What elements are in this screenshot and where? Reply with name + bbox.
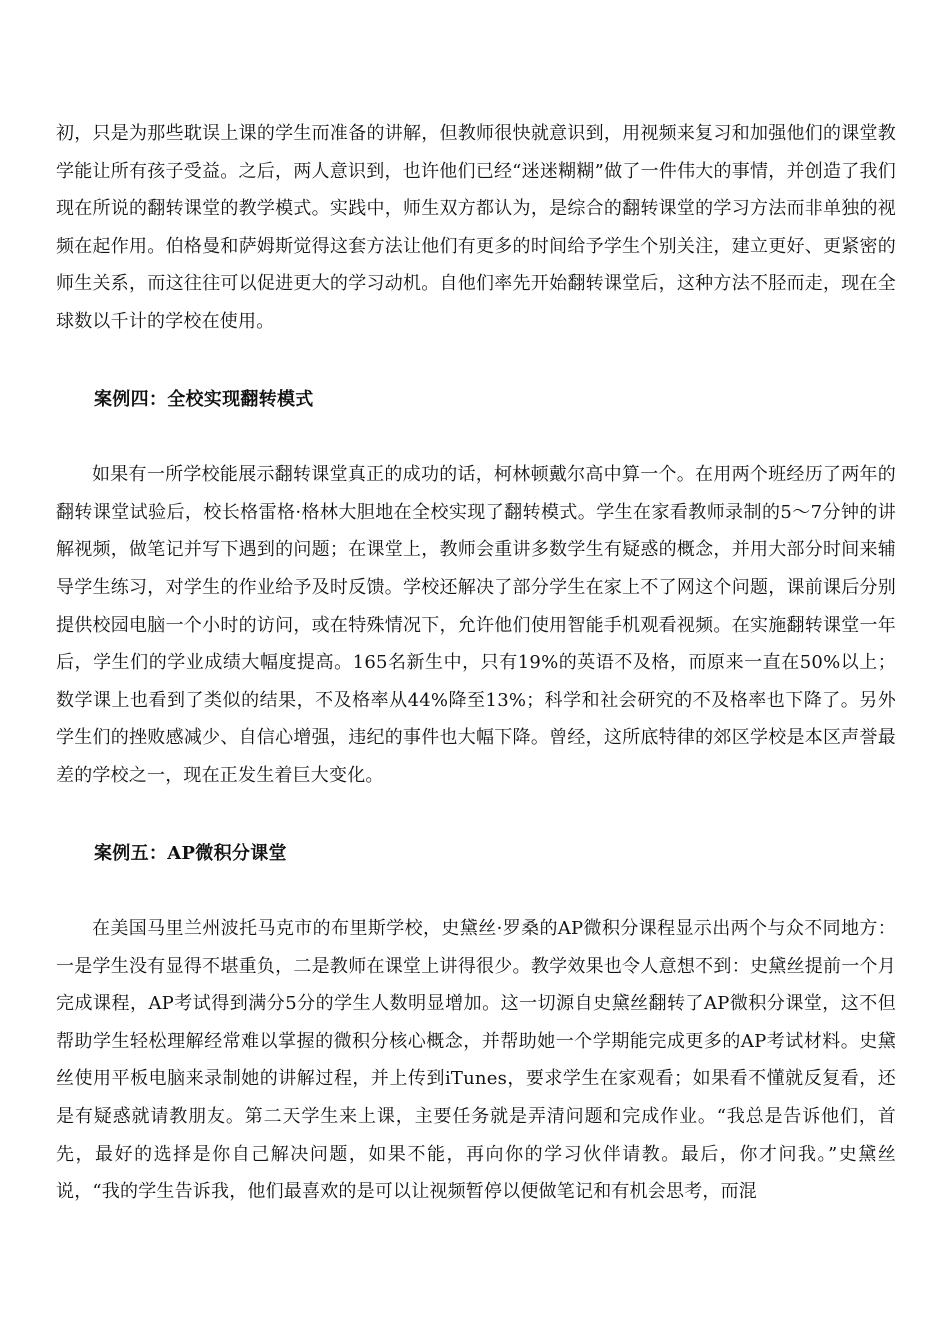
case4-paragraph: 如果有一所学校能展示翻转课堂真正的成功的话，柯林顿戴尔高中算一个。在用两个班经历了两年的翻转课堂试验后，校长格雷格·格林大胆地在全校实现了翻转模式。学生在家看教师录制的5～7分钟的讲解视频，做笔记并写下遇到的问题；在课堂上，教师会重讲多数学生有疑惑的概念，并用大部分时间来辅导学生练习，对学生的作业给予及时反馈。学校还解决了部分学生在家上不了网这个问题，课前课后分别提供校园电脑一个小时的访问，或在特殊情况下，允许他们使用智能手机观看视频。在实施翻转课堂一年后，学生们的学业成绩大幅度提高。165名新生中，只有19%的英语不及格，而原来一直在50%以上；数学课上也看到了类似的结果，不及格率从44%降至13%；科学和社会研究的不及格率也下降了。另外学生们的挫败感减少、自信心增强，违纪的事件也大幅下降。曾经，这所底特律的郊区学校是本区声誉最差的学校之一，现在正发生着巨大变化。 (56, 464, 896, 786)
spacer (56, 795, 896, 835)
document-page (56, 115, 896, 1211)
case5-paragraph: 在美国马里兰州波托马克市的布里斯学校，史黛丝·罗桑的AP微积分课程显示出两个与众不同地方：一是学生没有显得不堪重负，二是教师在课堂上讲得很少。教学效果也令人意想不到：史黛丝提前一个月完成课程，AP考试得到满分5分的学生人数明显增加。这一切源自史黛丝翻转了AP微积分课堂，这不但帮助学生轻松理解经常难以掌握的微积分核心概念，并帮助她一个学期能完成更多的AP考试材料。史黛丝使用平板电脑来录制她的讲解过程，并上传到iTunes，要求学生在家观看；如果看不懂就反复看，还是有疑惑就请教朋友。第二天学生来上课，主要任务就是弄清问题和完成作业。“我总是告诉他们，首先，最好的选择是你自己解决问题，如果不能，再向你的学习伙伴请教。最后，你才问我。”史黛丝说，“我的学生告诉我，他们最喜欢的是可以让视频暂停以便做笔记和有机会思考，而混 (56, 918, 896, 1203)
intro-paragraph: 初，只是为那些耽误上课的学生而准备的讲解，但教师很快就意识到，用视频来复习和加强他们的课堂教学能让所有孩子受益。之后，两人意识到，也许他们已经“迷迷糊糊”做了一件伟大的事情，并创造了我们现在所说的翻转课堂的教学模式。实践中，师生双方都认为，是综合的翻转课堂的学习方法而非单独的视频在起作用。伯格曼和萨姆斯觉得这套方法让他们有更多的时间给予学生个别关注，建立更好、更紧密的师生关系，而这往往可以促进更大的学习动机。自他们率先开始翻转课堂后，这种方法不胫而走，现在全球数以千计的学校在使用。 (56, 123, 896, 332)
spacer (56, 418, 896, 456)
spacer (56, 341, 896, 381)
case4-heading: 案例四：全校实现翻转模式 (94, 388, 314, 410)
case5-heading: 案例五：AP微积分课堂 (94, 842, 287, 864)
spacer (56, 872, 896, 910)
